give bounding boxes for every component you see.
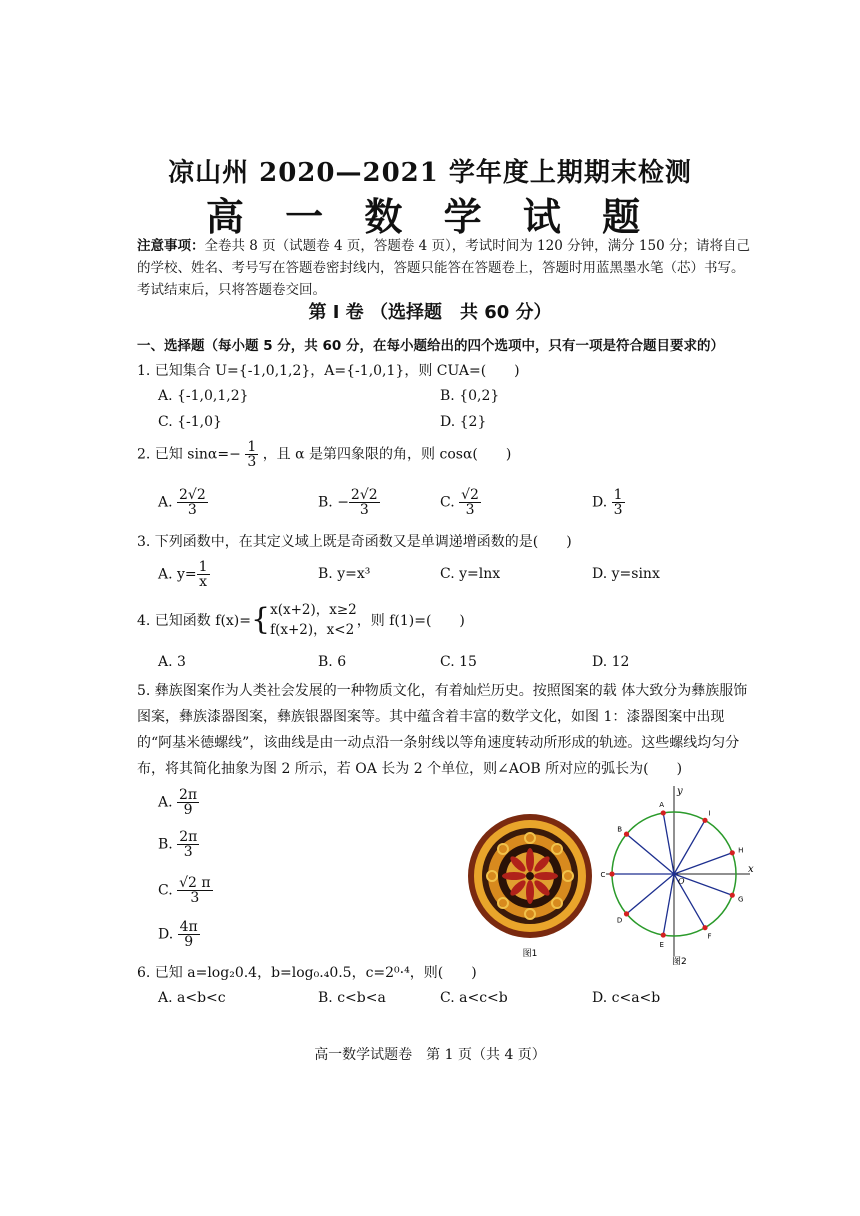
q5-c-num: √2 π — [179, 875, 211, 891]
q2-fraction — [245, 440, 258, 469]
point-h — [730, 850, 735, 855]
page-footer: 高一数学试题卷 第 1 页（共 4 页） — [314, 1047, 546, 1063]
q2-option-d — [592, 488, 625, 517]
q5-option-d — [158, 920, 200, 949]
q2-frac-den: 3 — [247, 454, 257, 470]
q2-option-a — [158, 488, 208, 517]
q6-option-c: C. a<c<b — [440, 990, 508, 1006]
q4-cases — [270, 600, 357, 640]
q5-option-c — [158, 876, 213, 905]
spoke-b — [627, 834, 674, 874]
q2-c-prefix: C. — [440, 494, 455, 511]
x-axis-label: x — [748, 864, 754, 875]
q2-option-c — [440, 488, 481, 517]
q2-a-den: 3 — [187, 502, 197, 518]
q1-option-c: C. {-1,0} — [158, 414, 222, 430]
q3-option-b: B. y=x³ — [318, 566, 371, 582]
point-label-e: E — [659, 940, 664, 949]
notice-label: 注意事项： — [137, 238, 205, 254]
q1-option-a: A. {-1,0,1,2} — [158, 388, 249, 404]
q4-stem-pre: 4. 已知函数 f(x)= — [137, 613, 251, 629]
q2-d-prefix: D. — [592, 494, 608, 511]
figure2-caption: 图2 — [672, 957, 687, 966]
q2-stem-post: ，且 α 是第四象限的角，则 cosα( ) — [262, 446, 512, 463]
point-label-h: H — [738, 846, 744, 855]
q2-b-prefix: B. − — [318, 494, 349, 511]
point-label-g: G — [737, 895, 744, 904]
point-c — [609, 871, 614, 876]
q2-frac-num: 1 — [247, 439, 257, 455]
point-d — [624, 911, 629, 916]
q6-option-d: D. c<a<b — [592, 990, 661, 1006]
q3-option-a — [158, 560, 210, 589]
q5-option-a — [158, 788, 199, 817]
q6-stem: 6. 已知 a=log₂0.4，b=log₀.₄0.5，c=2⁰·⁴，则( ) — [137, 965, 477, 981]
q4-option-a: A. 3 — [158, 654, 186, 670]
point-e — [661, 932, 666, 937]
q5-d-num: 4π — [179, 919, 198, 935]
point-b — [624, 832, 629, 837]
q4-case2: f(x+2)，x<2 — [270, 622, 355, 638]
q5-c-prefix: C. — [158, 882, 173, 899]
q4-case1: x(x+2)，x≥2 — [270, 602, 357, 618]
q4-option-c: C. 15 — [440, 654, 477, 670]
q5-option-b — [158, 830, 199, 859]
figure1-lacquer-pattern — [460, 810, 600, 960]
point-label-a: A — [659, 801, 665, 810]
spoke-d — [627, 874, 674, 914]
notice — [137, 235, 757, 301]
q5-a-num: 2π — [179, 787, 198, 803]
exam-title: 凉山州 2020—2021 学年度上期期末检测 — [168, 158, 692, 188]
section-heading: 第 Ⅰ 卷 （选择题 共 60 分） — [308, 302, 552, 323]
q3-a-num: 1 — [198, 559, 208, 575]
q2-d-num: 1 — [613, 487, 623, 503]
q5-d-prefix: D. — [158, 926, 174, 943]
q2-a-num: 2√2 — [179, 487, 206, 503]
q3-a-den: x — [199, 574, 208, 590]
q2-d-den: 3 — [613, 502, 623, 518]
q3-stem: 3. 下列函数中，在其定义域上既是奇函数又是单调递增函数的是( ) — [137, 534, 572, 550]
q2-b-num: 2√2 — [350, 487, 378, 503]
point-label-b: B — [617, 825, 623, 834]
spoke-e — [663, 874, 674, 935]
q2-a-prefix: A. — [158, 494, 173, 511]
point-label-f: F — [707, 932, 712, 941]
q3-option-d: D. y=sinx — [592, 566, 660, 582]
q5-b-prefix: B. — [158, 836, 173, 853]
brace: { — [251, 602, 271, 637]
q5-c-den: 3 — [190, 890, 200, 906]
spoke-h — [674, 853, 732, 874]
q1-option-d: D. {2} — [440, 414, 487, 430]
point-a — [661, 810, 666, 815]
q4-stem-post: ，则 f(1)=( ) — [356, 613, 465, 629]
q1-option-b: B. {0,2} — [440, 388, 500, 404]
q2-b-den: 3 — [359, 502, 369, 518]
q5-a-prefix: A. — [158, 794, 173, 811]
q5-b-num: 2π — [179, 829, 198, 845]
y-axis-label: y — [677, 786, 683, 797]
point-label-c: C — [600, 871, 606, 879]
q3-option-c: C. y=lnx — [440, 566, 501, 582]
figure2-circle-diagram — [600, 780, 756, 966]
part-heading: 一、选择题（每小题 5 分，共 60 分，在每小题给出的四个选项中，只有一项是符合题目要求的） — [137, 338, 724, 354]
point-f — [702, 925, 707, 930]
q6-option-b: B. c<b<a — [318, 990, 386, 1006]
q2-stem-pre: 2. 已知 sinα=− — [137, 446, 241, 463]
point-label-d: D — [616, 916, 623, 925]
spoke-i — [674, 820, 705, 874]
q2-option-b — [318, 488, 380, 517]
subject-title: 高 一 数 学 试 题 — [205, 194, 655, 239]
q5-stem: 5. 彝族图案作为人类社会发展的一种物质文化，有着灿烂历史。按照图案的载 体大致分为彝族服饰图案，彝族漆器图案，彝族银器图案等。其中蕴含着丰富的数学文化，如图 1：漆器图案中出现的“阿基米德螺线”，该曲线是由一动点沿一条射线以等角速度转动所形成的轨迹。这些螺线均匀分布，将其简化抽象为图 2 所示，若 OA 长为 2 个单位，则∠AOB 所对应的弧长为( ) — [137, 683, 748, 777]
notice-text: 全卷共 8 页（试题卷 4 页，答题卷 4 页），考试时间为 120 分钟，满分 150 分；请将自己的学校、姓名、考号写在答题卷密封线内，答题只能答在答题卷上，答题时用蓝黑墨水笔（芯）书写。考试结束后，只将答题卷交回。 — [137, 238, 750, 298]
q4-option-d: D. 12 — [592, 654, 630, 670]
spoke-a — [663, 813, 674, 874]
q6-option-a: A. a<b<c — [158, 990, 226, 1006]
q5-d-den: 9 — [184, 934, 194, 950]
q2-stem — [137, 440, 511, 469]
origin-label: O — [678, 877, 685, 886]
q2-c-den: 3 — [465, 502, 475, 518]
q1-stem: 1. 已知集合 U={-1,0,1,2}，A={-1,0,1}，则 CUA=( ) — [137, 363, 520, 379]
q3-a-prefix: A. y= — [158, 566, 197, 583]
figure1-caption: 图1 — [522, 949, 538, 959]
point-i — [702, 818, 707, 823]
q4-stem — [137, 600, 465, 640]
point-label-i: I — [708, 809, 711, 818]
q5-a-den: 9 — [183, 802, 193, 818]
point-g — [730, 893, 735, 898]
q2-c-num: √2 — [461, 487, 479, 503]
q4-option-b: B. 6 — [318, 654, 347, 670]
q5-b-den: 3 — [183, 844, 193, 860]
